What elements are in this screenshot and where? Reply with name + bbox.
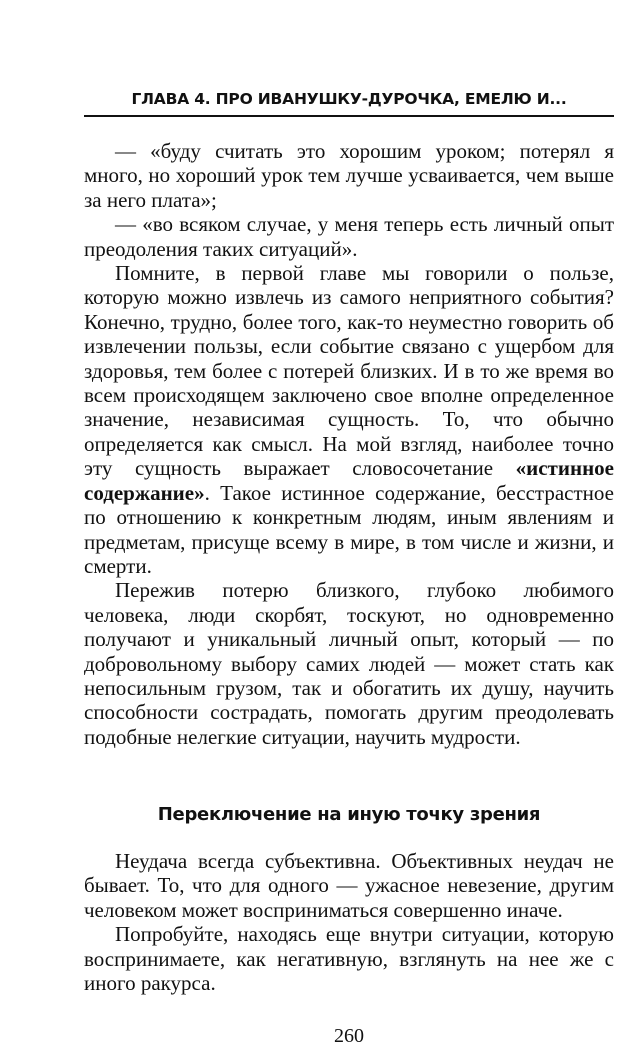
- paragraph: Пережив потерю близкого, глубоко любимого человека, люди скорбят, тоскуют, но одновременно получают и уникальный личный опыт, который — по добровольному выбору самих людей — может стать как непосильным грузом, так и обогатить их душу, научить способности сострадать, помогать другим преодолевать подобные нелегкие ситуации, научить мудрости.: [84, 578, 614, 749]
- paragraph: [84, 261, 614, 578]
- paragraph: — «буду считать это хорошим уроком; потерял я много, но хороший урок тем лучше усваивается, чем выше за него плата»;: [84, 139, 614, 212]
- header-rule: [84, 115, 614, 117]
- page-number: 260: [334, 1025, 364, 1047]
- paragraph-text: . Такое истинное содержание, бесстрастное по отношению к конкретным людям, иным явлениям и предметам, присуще всему в мире, в том числе и жизни, и смерти.: [84, 480, 614, 578]
- section-heading: Переключение на иную точку зрения: [157, 804, 541, 825]
- paragraph: Попробуйте, находясь еще внутри ситуации, которую воспринимаете, как негативную, взглянуть на нее же с иного ракурса.: [84, 922, 614, 996]
- running-head: ГЛАВА 4. ПРО ИВАНУШКУ-ДУРОЧКА, ЕМЕЛЮ И...: [131, 90, 567, 108]
- text-block-bottom: [84, 849, 614, 995]
- text-block-top: [84, 139, 614, 749]
- bold-term: «истинное содержание»: [84, 456, 614, 505]
- paragraph: — «во всяком случае, у меня теперь есть личный опыт преодоления таких ситуаций».: [84, 212, 614, 261]
- paragraph: Неудача всегда субъективна. Объективных неудач не бывает. То, что для одного — ужасное невезение, другим человеком может восприниматься совершенно иначе.: [84, 849, 614, 922]
- paragraph-text: Помните, в первой главе мы говорили о пользе, которую можно извлечь из самого неприятного события? Конечно, трудно, более того, как-то неуместно говорить об извлечении пользы, если событие связано с ущербом для здоровья, тем более с потерей близких. И в то же время во всем происходящем заключено свое вполне определенное значение, независимая сущность. То, что обычно определяется как смысл. На мой взгляд, наиболее точно эту сущность выражает словосочетание: [84, 261, 614, 481]
